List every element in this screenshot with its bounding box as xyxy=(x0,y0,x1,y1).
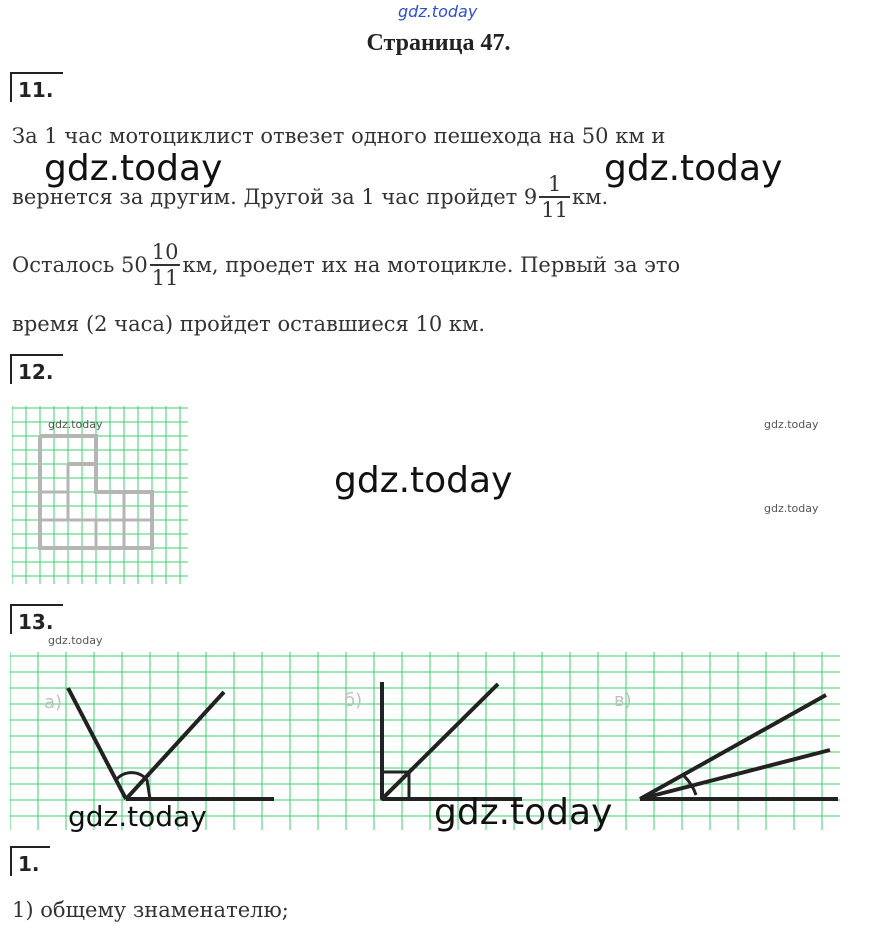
task-11-line-3-rest: км, проедет их на мотоцикле. Первый за это xyxy=(182,253,681,277)
task-11-line-3 xyxy=(12,240,680,290)
fraction-numerator: 1 xyxy=(539,172,570,198)
watermark-small: gdz.today xyxy=(764,418,819,431)
task-11-line-1: За 1 час мотоциклист отвезет одного пешехода на 50 км и xyxy=(12,124,666,148)
task-12-grid-figure xyxy=(12,406,188,584)
task-11-line-4: время (2 часа) пройдет оставшиеся 10 км. xyxy=(12,312,485,336)
angle-a xyxy=(68,688,274,799)
task-1-line-1: 1) общему знаменателю; xyxy=(12,898,289,922)
watermark-small: gdz.today xyxy=(48,418,103,431)
watermark-big: gdz.today xyxy=(44,148,223,189)
fraction-numerator: 10 xyxy=(151,240,179,264)
task-1-number: 1. xyxy=(10,846,50,876)
task-11-number: 11. xyxy=(10,72,63,102)
angle-c xyxy=(640,695,838,799)
watermark-big: gdz.today xyxy=(434,792,613,833)
task-13-number: 13. xyxy=(10,604,63,634)
watermark-big: gdz.today xyxy=(604,148,783,189)
task-11-line-2-text: вернется за другим. Другой за 1 час пройдет 9 xyxy=(12,185,538,209)
fraction-denominator: 11 xyxy=(541,198,569,222)
task-12-number: 12. xyxy=(10,354,63,384)
l-shape-figure xyxy=(40,436,152,548)
watermark-big: gdz.today xyxy=(334,460,513,501)
page-title: Страница 47. xyxy=(366,30,511,56)
angle-b xyxy=(382,682,522,799)
watermark-small: gdz.today xyxy=(48,634,103,647)
watermark-big: gdz.today xyxy=(68,800,207,833)
fraction-10-11 xyxy=(150,240,181,290)
fraction-1-11 xyxy=(539,172,570,222)
watermark-top: gdz.today xyxy=(398,2,478,21)
angle-label-a: а) xyxy=(44,692,63,713)
task-11-line-3-text: Осталось 50 xyxy=(12,253,148,277)
task-11-line-2-unit: км. xyxy=(572,185,609,209)
angle-label-c: в) xyxy=(614,690,632,711)
fraction-denominator: 11 xyxy=(151,266,179,290)
angle-label-b: б) xyxy=(344,690,363,711)
watermark-small: gdz.today xyxy=(764,502,819,515)
